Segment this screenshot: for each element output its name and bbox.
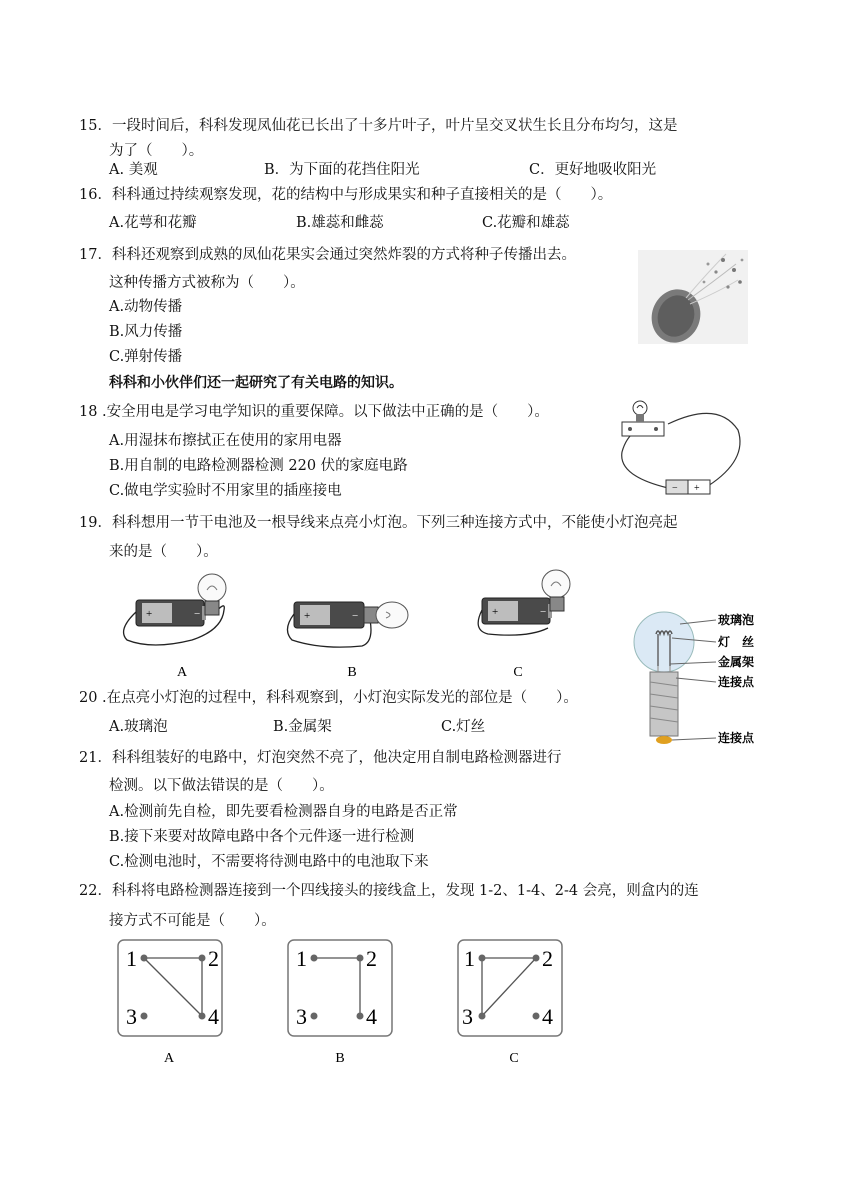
q16-option-b: B.雄蕊和雌蕊 [296,215,384,231]
q22-figure-c [452,938,572,1068]
q17-stem-line2: 这种传播方式被称为（ ）。 [109,275,305,291]
q16-stem: 16．科科通过持续观察发现，花的结构中与形成果实和种子直接相关的是（ ）。 [79,187,613,203]
q22c-terminal-3: 3 [462,1004,473,1029]
seed-pod-image [638,242,748,344]
q15-option-b: B．为下面的花挡住阳光 [264,162,420,178]
q19c-minus-sign: − [540,606,547,618]
q22a-terminal-1: 1 [126,946,137,971]
q19-label-a: A [176,665,188,680]
q17-option-b: B.风力传播 [109,324,183,340]
q17-option-c: C.弹射传播 [109,349,183,365]
q19-stem-line1: 19．科科想用一节干电池及一根导线来点亮小灯泡。下列三种连接方式中，不能使小灯泡亮起 [79,515,678,531]
q20-stem: 20 .在点亮小灯泡的过程中，科科观察到，小灯泡实际发光的部位是（ ）。 [79,690,578,706]
q22c-terminal-1: 1 [464,946,475,971]
q22a-terminal-2: 2 [208,946,219,971]
q20-option-b: B.金属架 [273,719,332,735]
q19-label-c: C [513,665,523,680]
q19a-plus-sign: + [146,608,153,620]
q22a-terminal-4: 4 [208,1004,219,1029]
q21-option-b: B.接下来要对故障电路中各个元件逐一进行检测 [109,829,415,845]
q21-stem-line1: 21．科科组装好的电路中，灯泡突然不亮了，他决定用自制电路检测器进行 [79,750,562,766]
q22-label-b: B [335,1051,345,1066]
q22b-terminal-2: 2 [366,946,377,971]
q19-figure-c [458,568,588,680]
section-heading: 科科和小伙伴们还一起研究了有关电路的知识。 [109,375,403,391]
q15-stem-line2: 为了（ ）。 [109,143,204,159]
q20-option-c: C.灯丝 [441,719,486,735]
q18-stem: 18 .安全用电是学习电学知识的重要保障。以下做法中正确的是（ ）。 [79,404,549,420]
q22-stem-line1: 22．科科将电路检测器连接到一个四线接头的接线盒上，发现 1-2、1-4、2-4 会亮，则盒内的连 [79,883,699,899]
circuit-plus-sign: + [694,483,700,494]
q19a-minus-sign: − [194,608,201,620]
q21-option-c: C.检测电池时，不需要将待测电路中的电池取下来 [109,854,429,870]
q22-figure-b [282,938,402,1068]
q19-label-b: B [347,665,357,680]
q18-option-a: A.用湿抹布擦拭正在使用的家用电器 [109,433,342,449]
q19b-plus-sign: + [304,610,311,622]
q22-figure-a [112,938,232,1068]
q16-option-c: C.花瓣和雄蕊 [482,215,570,231]
bulb-label-contact-2: 连接点 [718,731,755,745]
q17-stem-line1: 17．科科还观察到成熟的凤仙花果实会通过突然炸裂的方式将种子传播出去。 [79,247,576,263]
q15-option-a: A. 美观 [109,162,158,178]
q17-option-a: A.动物传播 [109,299,183,315]
circuit-image [608,390,750,502]
q18-option-b: B.用自制的电路检测器检测 220 伏的家庭电路 [109,458,408,474]
q19-figure-b [282,590,422,680]
bulb-structure-diagram [628,606,768,752]
q22-label-a: A [163,1051,175,1066]
q16-option-a: A.花萼和花瓣 [109,215,197,231]
q21-option-a: A.检测前先自检，即先要看检测器自身的电路是否正常 [109,804,458,820]
bulb-label-glass: 玻璃泡 [718,613,755,627]
q22b-terminal-1: 1 [296,946,307,971]
q22b-terminal-4: 4 [366,1004,377,1029]
q22a-terminal-3: 3 [126,1004,137,1029]
q22c-terminal-4: 4 [542,1004,553,1029]
q19-stem-line2: 来的是（ ）。 [109,544,218,560]
q15-stem-line1: 15．一段时间后，科科发现凤仙花已长出了十多片叶子，叶片呈交叉状生长且分布均匀，这是 [79,118,678,134]
q22b-terminal-3: 3 [296,1004,307,1029]
q20-option-a: A.玻璃泡 [109,719,168,735]
q22-label-c: C [509,1051,519,1066]
q15-option-c: C．更好地吸收阳光 [529,162,657,178]
q22-stem-line2: 接方式不可能是（ ）。 [109,913,276,929]
q19-figure-a [112,570,242,680]
bulb-label-frame: 金属架 [718,655,755,669]
q18-option-c: C.做电学实验时不用家里的插座接电 [109,483,342,499]
q21-stem-line2: 检测。以下做法错误的是（ ）。 [109,778,334,794]
q19b-minus-sign: − [352,610,359,622]
q19c-plus-sign: + [492,606,499,618]
q22c-terminal-2: 2 [542,946,553,971]
bulb-label-filament: 灯 丝 [718,635,755,649]
circuit-minus-sign: − [672,483,678,494]
bulb-label-contact-1: 连接点 [718,675,755,689]
